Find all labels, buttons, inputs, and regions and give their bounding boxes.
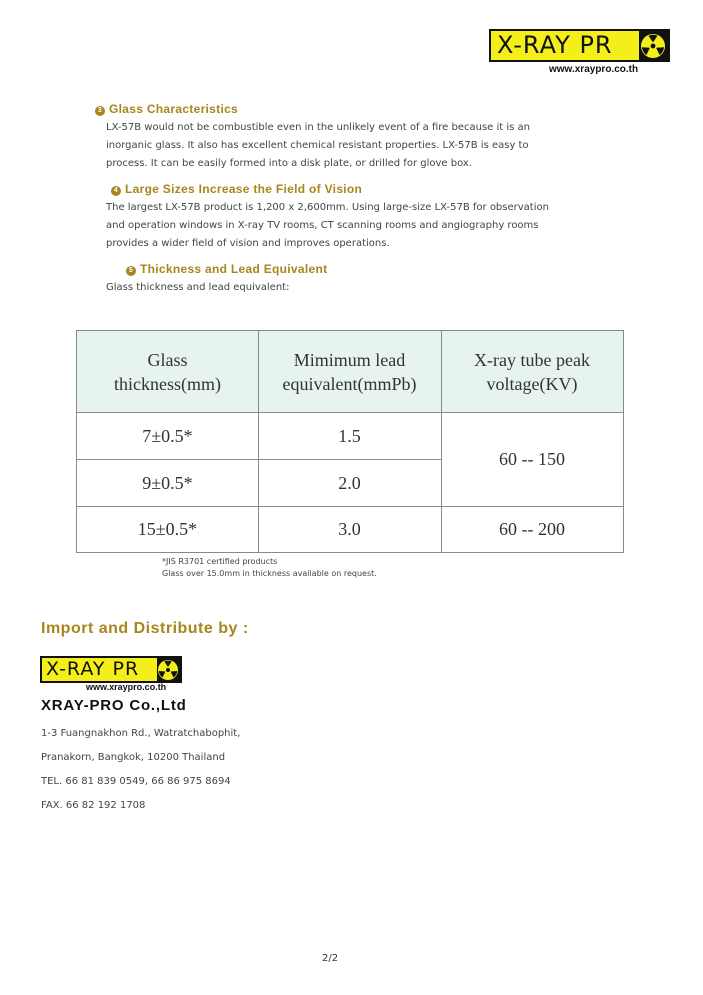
section-3-body [106, 119, 530, 173]
cell-voltage-merged: 60 -- 150 [499, 449, 565, 469]
table-divider [258, 331, 259, 552]
page-number: 2/2 [322, 953, 339, 964]
cell-lead-row-3: 3.0 [338, 519, 361, 539]
cell-thickness-row-3: 15±0.5* [137, 519, 198, 539]
text-line: and operation windows in X-ray TV rooms, CT scanning rooms and angiography rooms [106, 220, 539, 231]
header-line: X-ray tube peak [474, 349, 590, 370]
text-line: LX-57B would not be combustible even in the unlikely event of a fire because it is an [106, 122, 531, 133]
note-line: *JIS R3701 certified products [162, 557, 278, 566]
cell-voltage-row-3: 60 -- 200 [499, 519, 565, 539]
address-line-1: 1-3 Fuangnakhon Rd., Watratchabophit, [41, 728, 241, 739]
company-name: XRAY-PRO Co.,Ltd [41, 697, 187, 714]
text-line: inorganic glass. It also has excellent chemical resistant properties. LX-57B is easy to [106, 140, 529, 151]
section-4-heading [111, 182, 362, 196]
table-divider [77, 412, 623, 413]
import-heading: Import and Distribute by : [41, 620, 249, 637]
table-divider [77, 459, 441, 460]
distributor-logo [40, 656, 182, 683]
section-3-heading [95, 102, 238, 116]
logo-text: X-RAY PR [497, 31, 613, 59]
lead-equivalent-table [76, 330, 624, 553]
section-4-body [106, 199, 549, 253]
header-line: voltage(KV) [486, 373, 578, 394]
section-5-heading [126, 262, 327, 276]
cell-thickness-row-1: 7±0.5* [142, 425, 193, 446]
section-4-title: Large Sizes Increase the Field of Vision [125, 182, 363, 196]
section-5-number: 5 [126, 266, 136, 276]
section-5-title: Thickness and Lead Equivalent [140, 262, 328, 276]
cell-lead-row-1: 1.5 [338, 425, 361, 446]
section-4-number: 4 [111, 186, 121, 196]
header-logo [489, 29, 670, 62]
text-line: Glass thickness and lead equivalent: [106, 282, 290, 293]
header-line: Glass [147, 349, 188, 370]
section-3-title: Glass Characteristics [109, 102, 239, 116]
header-line: Mimimum lead [293, 349, 406, 370]
cell-lead-row-2: 2.0 [338, 472, 361, 493]
table-divider [77, 506, 623, 507]
fax-line: FAX. 66 82 192 1708 [41, 800, 146, 811]
distributor-url: www.xraypro.co.th [86, 682, 167, 692]
header-cell-thickness [77, 331, 258, 412]
header-line: equivalent(mmPb) [282, 373, 417, 394]
text-line: provides a wider field of vision and improves operations. [106, 238, 390, 249]
section-3-number: 3 [95, 106, 105, 116]
header-line: thickness(mm) [114, 373, 221, 394]
logo-text: X-RAY PR [46, 658, 140, 680]
table-divider [441, 331, 442, 552]
header-cell-voltage [441, 331, 623, 412]
text-line: process. It can be easily formed into a disk plate, or drilled for glove box. [106, 158, 472, 169]
address-line-2: Pranakorn, Bangkok, 10200 Thailand [41, 752, 226, 763]
header-cell-lead [258, 331, 441, 412]
table-notes [162, 556, 377, 580]
cell-thickness-row-2: 9±0.5* [142, 472, 193, 493]
phone-line: TEL. 66 81 839 0549, 66 86 975 8694 [41, 776, 231, 787]
header-url: www.xraypro.co.th [549, 64, 639, 75]
section-5-body [106, 279, 289, 297]
radiation-icon [639, 31, 668, 60]
note-line: Glass over 15.0mm in thickness available on request. [162, 569, 377, 578]
text-line: The largest LX-57B product is 1,200 x 2,600mm. Using large-size LX-57B for observation [106, 202, 549, 213]
radiation-icon [157, 658, 180, 681]
